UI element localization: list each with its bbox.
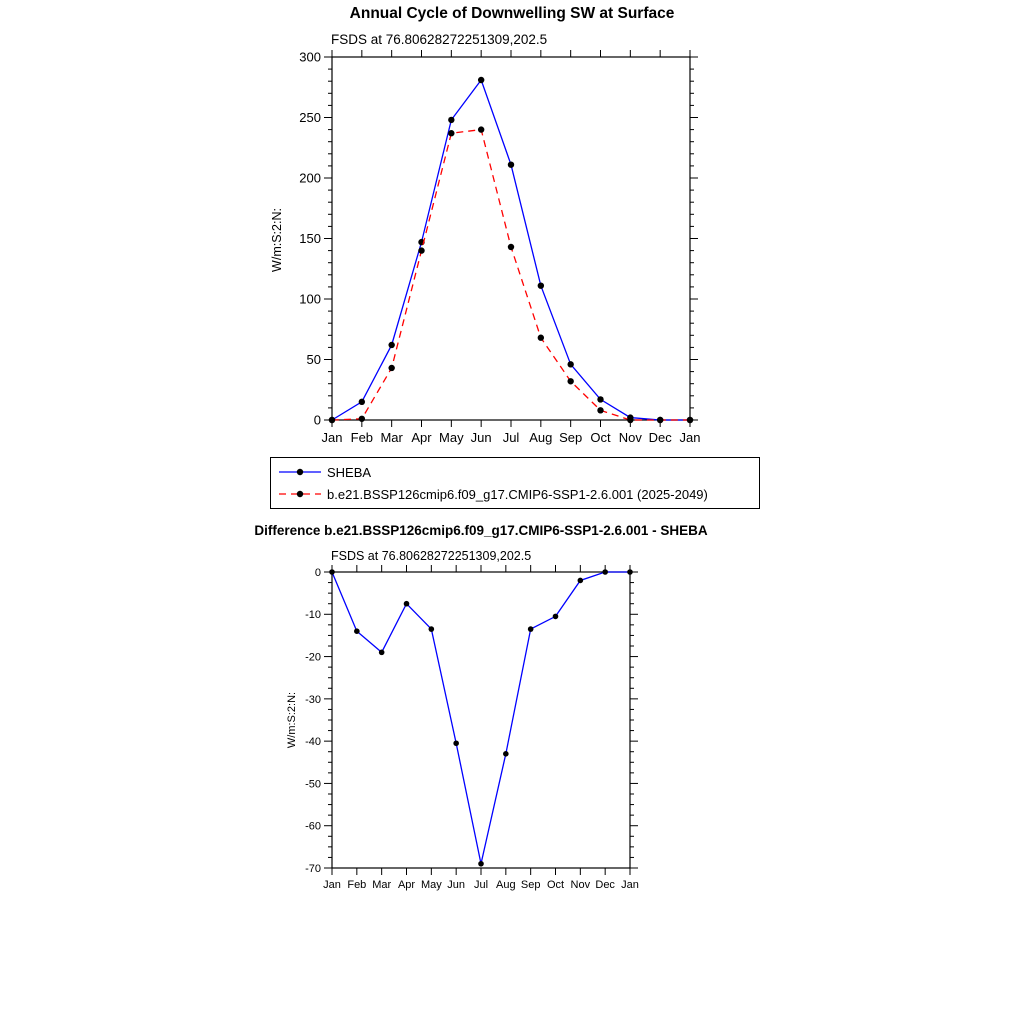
legend-item-model bbox=[277, 483, 755, 505]
difference-title: Difference b.e21.BSSP126cmip6.f09_g17.CMIP6-SSP1-2.6.001 - SHEBA bbox=[254, 523, 708, 538]
svg-text:Apr: Apr bbox=[411, 430, 432, 445]
svg-text:0: 0 bbox=[314, 566, 321, 579]
svg-text:Jul: Jul bbox=[502, 430, 520, 445]
svg-text:Apr: Apr bbox=[397, 879, 416, 891]
svg-text:0: 0 bbox=[313, 412, 321, 428]
sheba-line-sample-icon bbox=[277, 465, 323, 479]
svg-text:Dec: Dec bbox=[648, 430, 672, 445]
svg-text:Jan: Jan bbox=[621, 879, 639, 891]
svg-text:250: 250 bbox=[299, 110, 321, 126]
annual-cycle-y-axis-label: W/m:S:2:N: bbox=[270, 208, 284, 272]
svg-text:-60: -60 bbox=[305, 820, 321, 833]
difference-subtitle: FSDS at 76.80628272251309,202.5 bbox=[331, 549, 532, 563]
svg-text:May: May bbox=[439, 430, 464, 445]
legend-item-sheba bbox=[277, 461, 755, 483]
difference-y-axis-label: W/m:S:2:N: bbox=[286, 691, 298, 749]
annual-cycle-title: Annual Cycle of Downwelling SW at Surface bbox=[349, 5, 675, 22]
svg-text:Feb: Feb bbox=[350, 430, 374, 445]
legend bbox=[270, 457, 760, 509]
svg-text:Jan: Jan bbox=[679, 430, 701, 445]
svg-text:May: May bbox=[420, 879, 442, 891]
svg-text:-30: -30 bbox=[305, 693, 321, 706]
legend-label-model: b.e21.BSSP126cmip6.f09_g17.CMIP6-SSP1-2.6.001 (2025-2049) bbox=[327, 486, 708, 502]
svg-text:-70: -70 bbox=[305, 862, 321, 875]
svg-text:-40: -40 bbox=[305, 736, 321, 749]
svg-text:-10: -10 bbox=[305, 609, 321, 622]
svg-text:Feb: Feb bbox=[347, 879, 367, 891]
svg-text:200: 200 bbox=[299, 170, 321, 186]
svg-text:Oct: Oct bbox=[590, 430, 611, 445]
svg-text:Dec: Dec bbox=[595, 879, 615, 891]
svg-text:-50: -50 bbox=[305, 778, 321, 791]
svg-text:150: 150 bbox=[299, 231, 321, 247]
svg-text:Jul: Jul bbox=[473, 879, 489, 891]
svg-text:Nov: Nov bbox=[570, 879, 591, 891]
svg-text:50: 50 bbox=[306, 352, 321, 368]
svg-text:Jan: Jan bbox=[323, 879, 341, 891]
legend-label-sheba: SHEBA bbox=[327, 464, 372, 480]
svg-text:100: 100 bbox=[299, 291, 321, 307]
svg-text:Aug: Aug bbox=[496, 879, 516, 891]
svg-text:Sep: Sep bbox=[520, 879, 541, 891]
svg-text:Mar: Mar bbox=[372, 879, 392, 891]
svg-text:Jun: Jun bbox=[447, 879, 466, 891]
svg-text:Nov: Nov bbox=[618, 430, 642, 445]
svg-text:Sep: Sep bbox=[559, 430, 583, 445]
svg-text:-20: -20 bbox=[305, 651, 321, 664]
svg-text:300: 300 bbox=[299, 49, 321, 65]
svg-text:Aug: Aug bbox=[529, 430, 553, 445]
svg-text:Jan: Jan bbox=[321, 430, 343, 445]
annual-cycle-subtitle: FSDS at 76.80628272251309,202.5 bbox=[331, 32, 548, 47]
svg-text:Jun: Jun bbox=[470, 430, 492, 445]
svg-text:Oct: Oct bbox=[546, 879, 565, 891]
svg-text:Mar: Mar bbox=[380, 430, 403, 445]
model-line-sample-icon bbox=[277, 487, 323, 501]
